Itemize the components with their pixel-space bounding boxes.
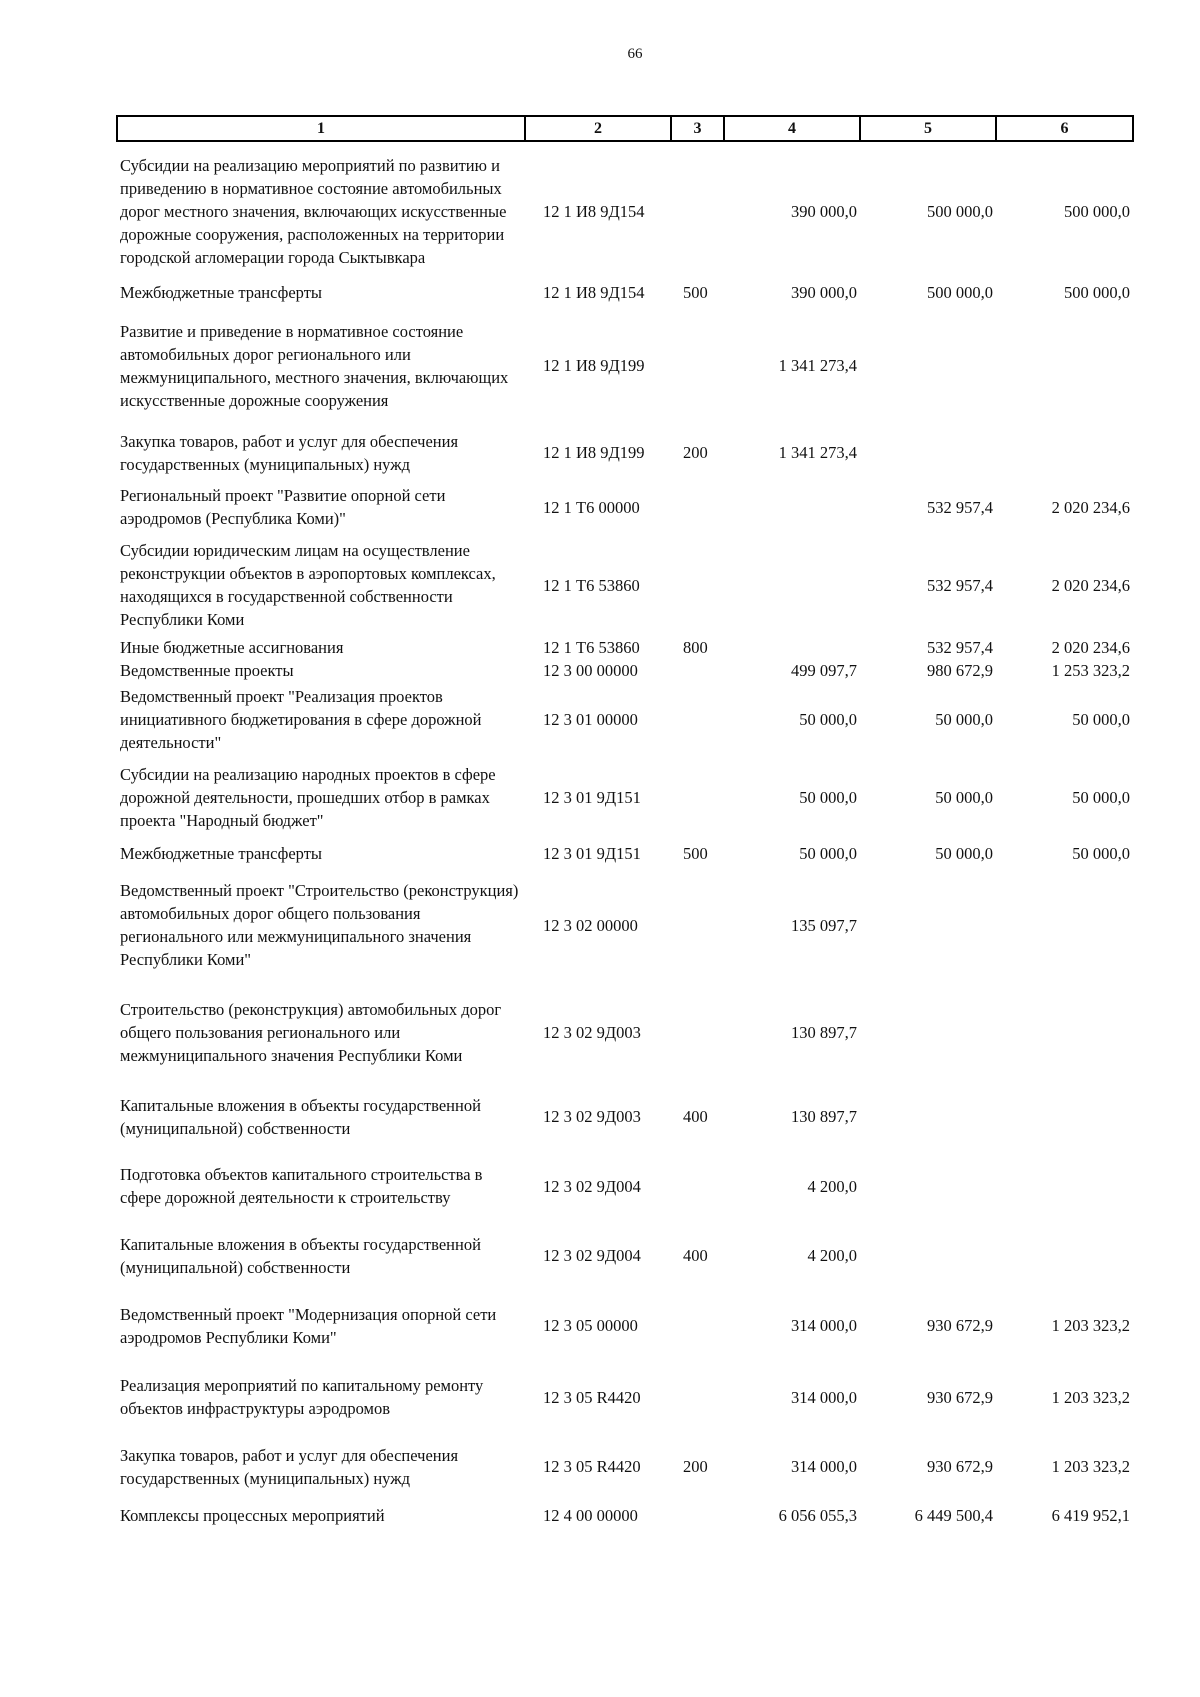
table-row	[117, 756, 1133, 838]
row-code: 12 1 И8 9Д154	[543, 201, 645, 221]
row-name: Ведомственные проекты	[120, 661, 294, 680]
table-row	[117, 1221, 1133, 1290]
table-row	[117, 535, 1133, 635]
row-value-col6: 2 020 234,6	[1051, 575, 1130, 595]
row-value-col4: 390 000,0	[791, 283, 857, 302]
row-value-col6	[996, 982, 1133, 1082]
row-name: Ведомственный проект "Строительство (реконструкция) автомобильных дорог общего пользования регионального или межмуниципального значения Республики Коми"	[120, 881, 519, 969]
row-value-col4: 4 200,0	[807, 1176, 857, 1196]
row-expense-type: 800	[683, 637, 708, 657]
row-expense-type	[671, 1361, 724, 1433]
row-value-col6: 2 020 234,6	[1051, 497, 1130, 517]
row-value-col4: 130 897,7	[791, 1107, 857, 1126]
row-value-col6: 500 000,0	[1064, 283, 1130, 302]
table-row	[117, 1361, 1133, 1433]
row-expense-type	[671, 659, 724, 682]
table-row	[117, 141, 1133, 280]
row-value-col5	[860, 426, 996, 479]
row-value-col4: 50 000,0	[799, 709, 857, 729]
row-value-col6: 50 000,0	[1072, 843, 1130, 863]
row-code: 12 1 И8 9Д199	[543, 356, 645, 375]
table-header	[117, 116, 1133, 141]
header-row	[117, 116, 1133, 141]
row-value-col5	[860, 1221, 996, 1290]
row-expense-type	[671, 682, 724, 756]
row-value-col6	[996, 868, 1133, 982]
table-row	[117, 1290, 1133, 1361]
row-name: Закупка товаров, работ и услуг для обеспечения государственных (муниципальных) нужд	[120, 1445, 459, 1488]
row-code: 12 1 И8 9Д154	[543, 283, 645, 302]
row-code: 12 3 02 9Д003	[543, 1022, 641, 1042]
column-header-4: 4	[724, 116, 860, 141]
row-name: Строительство (реконструкция) автомобильных дорог общего пользования регионального или межмуниципального значения Республики Коми	[120, 999, 502, 1065]
row-value-col5: 980 672,9	[927, 661, 993, 680]
row-value-col5: 532 957,4	[927, 575, 993, 595]
row-expense-type: 400	[683, 1246, 708, 1265]
row-value-col5: 532 957,4	[927, 497, 993, 517]
row-name: Субсидии на реализацию мероприятий по развитию и приведению в нормативное состояние автомобильных дорог местного значения, включающих искусственные дорожные сооружения, расположенных на территории городской агломерации города Сыктывкара	[120, 155, 507, 267]
row-expense-type	[671, 1151, 724, 1221]
row-expense-type	[671, 535, 724, 635]
row-value-col4: 4 200,0	[807, 1246, 857, 1265]
column-header-1: 1	[117, 116, 525, 141]
row-code: 12 3 02 00000	[543, 915, 638, 935]
row-value-col5: 50 000,0	[935, 709, 993, 729]
row-code: 12 3 05 R4420	[543, 1387, 641, 1407]
row-value-col5: 6 449 500,4	[914, 1505, 993, 1525]
row-value-col4	[724, 635, 860, 659]
row-value-col4: 135 097,7	[791, 915, 857, 935]
row-name: Закупка товаров, работ и услуг для обеспечения государственных (муниципальных) нужд	[120, 431, 459, 474]
row-value-col6	[996, 305, 1133, 426]
row-value-col4	[724, 479, 860, 535]
row-value-col4: 50 000,0	[799, 787, 857, 807]
budget-table	[116, 115, 1134, 1530]
row-code: 12 1 И8 9Д199	[543, 443, 645, 462]
row-name: Комплексы процессных мероприятий	[120, 1505, 385, 1525]
row-value-col4: 130 897,7	[791, 1022, 857, 1042]
row-code: 12 1 Т6 00000	[543, 497, 640, 517]
table-row	[117, 280, 1133, 305]
column-header-6: 6	[996, 116, 1133, 141]
row-code: 12 4 00 00000	[543, 1505, 638, 1525]
table-row	[117, 1500, 1133, 1530]
row-value-col5	[860, 982, 996, 1082]
row-code: 12 3 01 9Д151	[543, 787, 641, 807]
row-expense-type	[671, 305, 724, 426]
row-value-col6: 2 020 234,6	[1051, 637, 1130, 657]
row-value-col6: 1 253 323,2	[1051, 661, 1130, 680]
row-expense-type: 200	[683, 1457, 708, 1476]
table-row	[117, 982, 1133, 1082]
row-value-col4: 1 341 273,4	[778, 356, 857, 375]
row-value-col4: 314 000,0	[791, 1457, 857, 1476]
row-expense-type	[671, 479, 724, 535]
row-value-col6: 1 203 323,2	[1051, 1316, 1130, 1335]
table-row	[117, 305, 1133, 426]
column-header-3: 3	[671, 116, 724, 141]
row-value-col5: 532 957,4	[927, 637, 993, 657]
row-value-col5: 930 672,9	[927, 1387, 993, 1407]
row-code: 12 1 Т6 53860	[543, 637, 640, 657]
table-body	[117, 141, 1133, 1530]
row-code: 12 3 02 9Д004	[543, 1246, 641, 1265]
row-code: 12 3 02 9Д004	[543, 1176, 641, 1196]
page-number: 66	[627, 46, 643, 62]
row-value-col6: 500 000,0	[1064, 201, 1130, 221]
row-value-col4: 390 000,0	[791, 201, 857, 221]
row-code: 12 3 05 R4420	[543, 1457, 641, 1476]
row-value-col5	[860, 868, 996, 982]
row-value-col4	[724, 535, 860, 635]
row-value-col5	[860, 1082, 996, 1151]
row-value-col6	[996, 1082, 1133, 1151]
table-row	[117, 1433, 1133, 1500]
row-name: Межбюджетные трансферты	[120, 843, 323, 863]
table-row	[117, 479, 1133, 535]
row-value-col4: 50 000,0	[799, 843, 857, 863]
row-expense-type	[671, 141, 724, 280]
row-expense-type: 200	[683, 443, 708, 462]
row-value-col5: 500 000,0	[927, 201, 993, 221]
row-value-col4: 314 000,0	[791, 1316, 857, 1335]
row-expense-type	[671, 868, 724, 982]
row-value-col6: 50 000,0	[1072, 709, 1130, 729]
table-row	[117, 635, 1133, 659]
row-name: Капитальные вложения в объекты государственной (муниципальной) собственности	[120, 1095, 481, 1138]
row-name: Капитальные вложения в объекты государственной (муниципальной) собственности	[120, 1234, 481, 1277]
row-code: 12 3 01 9Д151	[543, 843, 641, 863]
row-code: 12 3 02 9Д003	[543, 1107, 641, 1126]
row-code: 12 1 Т6 53860	[543, 575, 640, 595]
row-expense-type: 500	[683, 283, 708, 302]
row-name: Иные бюджетные ассигнования	[120, 637, 344, 657]
row-value-col6	[996, 1151, 1133, 1221]
row-value-col6: 50 000,0	[1072, 787, 1130, 807]
row-value-col5: 930 672,9	[927, 1457, 993, 1476]
row-value-col6	[996, 426, 1133, 479]
row-value-col5: 50 000,0	[935, 843, 993, 863]
row-value-col5: 500 000,0	[927, 283, 993, 302]
row-value-col4: 1 341 273,4	[778, 443, 857, 462]
table-row	[117, 1082, 1133, 1151]
row-code: 12 3 05 00000	[543, 1316, 638, 1335]
row-name: Ведомственный проект "Реализация проектов инициативного бюджетирования в сфере дорожной деятельности"	[120, 686, 482, 752]
row-name: Региональный проект "Развитие опорной сети аэродромов (Республика Коми)"	[120, 486, 446, 528]
row-value-col4: 6 056 055,3	[778, 1505, 857, 1525]
row-name: Ведомственный проект "Модернизация опорной сети аэродромов Республики Коми"	[120, 1304, 497, 1347]
row-code: 12 3 00 00000	[543, 661, 638, 680]
row-value-col5	[860, 1151, 996, 1221]
row-expense-type: 500	[683, 843, 708, 863]
row-value-col6	[996, 1221, 1133, 1290]
column-header-2: 2	[525, 116, 671, 141]
row-expense-type	[671, 982, 724, 1082]
row-expense-type	[671, 756, 724, 838]
row-value-col4: 499 097,7	[791, 661, 857, 680]
row-value-col5	[860, 305, 996, 426]
row-value-col5: 930 672,9	[927, 1316, 993, 1335]
row-name: Развитие и приведение в нормативное состояние автомобильных дорог регионального или межмуниципального, местного значения, включающих искусственные дорожные сооружения	[120, 321, 509, 410]
table-row	[117, 1151, 1133, 1221]
row-value-col6: 1 203 323,2	[1051, 1457, 1130, 1476]
row-name: Субсидии на реализацию народных проектов в сфере дорожной деятельности, прошедших отбор в рамках проекта "Народный бюджет"	[120, 764, 496, 830]
row-name: Подготовка объектов капитального строительства в сфере дорожной деятельности к строительству	[120, 1165, 483, 1207]
row-name: Субсидии юридическим лицам на осуществление реконструкции объектов в аэропортовых комплексах, находящихся в государственной собственности Республики Коми	[120, 541, 496, 629]
table-row	[117, 426, 1133, 479]
row-expense-type	[671, 1290, 724, 1361]
table-row	[117, 838, 1133, 868]
row-value-col4: 314 000,0	[791, 1387, 857, 1407]
table-row	[117, 868, 1133, 982]
row-name: Межбюджетные трансферты	[120, 283, 323, 302]
table-row	[117, 682, 1133, 756]
table-row	[117, 659, 1133, 682]
row-value-col5: 50 000,0	[935, 787, 993, 807]
row-value-col6: 1 203 323,2	[1051, 1387, 1130, 1407]
row-code: 12 3 01 00000	[543, 709, 638, 729]
row-name: Реализация мероприятий по капитальному ремонту объектов инфраструктуры аэродромов	[120, 1376, 484, 1418]
column-header-5: 5	[860, 116, 996, 141]
row-expense-type: 400	[683, 1107, 708, 1126]
row-expense-type	[671, 1500, 724, 1530]
row-value-col6: 6 419 952,1	[1051, 1505, 1130, 1525]
